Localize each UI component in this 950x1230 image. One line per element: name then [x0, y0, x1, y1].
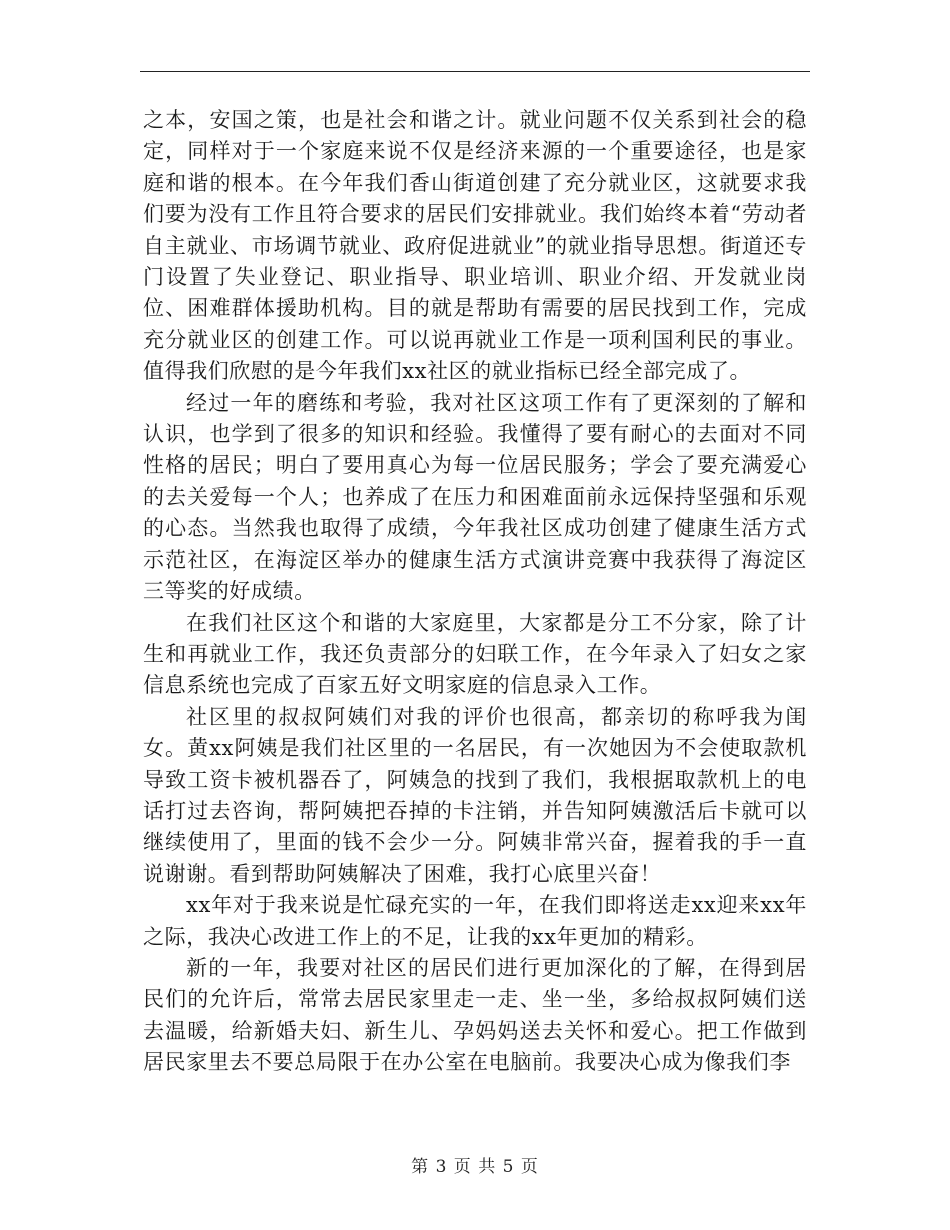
paragraph-5: xx年对于我来说是忙碌充实的一年，在我们即将送走xx迎来xx年之际，我决心改进工作上的不足，让我的xx年更加的精彩。 — [143, 893, 807, 949]
paragraph-3: 在我们社区这个和谐的大家庭里，大家都是分工不分家，除了计生和再就业工作，我还负责部分的妇联工作，在今年录入了妇女之家信息系统也完成了百家五好文明家庭的信息录入工作。 — [143, 610, 807, 698]
paragraph-4: 社区里的叔叔阿姨们对我的评价也很高，都亲切的称呼我为闺女。黄xx阿姨是我们社区里的一名居民，有一次她因为不会使取款机导致工资卡被机器吞了，阿姨急的找到了我们，我根据取款机上的电话打过去咨询，帮阿姨把吞掉的卡注销，并告知阿姨激活后卡就可以继续使用了，里面的钱不会少一分。阿姨非常兴奋，握着我的手一直说谢谢。看到帮助阿姨解决了困难，我打心底里兴奋！ — [143, 704, 807, 886]
paragraph-2: 经过一年的磨练和考验，我对社区这项工作有了更深刻的了解和认识，也学到了很多的知识和经验。我懂得了要有耐心的去面对不同性格的居民；明白了要用真心为每一位居民服务；学会了要充满爱心的去关爱每一个人；也养成了在压力和困难面前永远保持坚强和乐观的心态。当然我也取得了成绩，今年我社区成功创建了健康生活方式示范社区，在海淀区举办的健康生活方式演讲竞赛中我获得了海淀区三等奖的好成绩。 — [143, 390, 807, 604]
page-number-footer: 第 3 页 共 5 页 — [411, 1157, 539, 1177]
paragraph-1: 之本，安国之策，也是社会和谐之计。就业问题不仅关系到社会的稳定，同样对于一个家庭来说不仅是经济来源的一个重要途径，也是家庭和谐的根本。在今年我们香山街道创建了充分就业区，这就要求我们要为没有工作且符合要求的居民们安排就业。我们始终本着“劳动者自主就业、市场调节就业、政府促进就业”的就业指导思想。街道还专门设置了失业登记、职业指导、职业培训、职业介绍、开发就业岗位、困难群体援助机构。目的就是帮助有需要的居民找到工作，完成充分就业区的创建工作。可以说再就业工作是一项利国利民的事业。值得我们欣慰的是今年我们xx社区的就业指标已经全部完成了。 — [143, 108, 807, 384]
header-rule — [140, 71, 810, 72]
body-text — [143, 105, 807, 1079]
paragraph-6: 新的一年，我要对社区的居民们进行更加深化的了解，在得到居民们的允许后，常常去居民家里走一走、坐一坐，多给叔叔阿姨们送去温暖，给新婚夫妇、新生儿、孕妈妈送去关怀和爱心。把工作做到居民家里去不要总局限于在办公室在电脑前。我要决心成为像我们李 — [143, 955, 807, 1075]
